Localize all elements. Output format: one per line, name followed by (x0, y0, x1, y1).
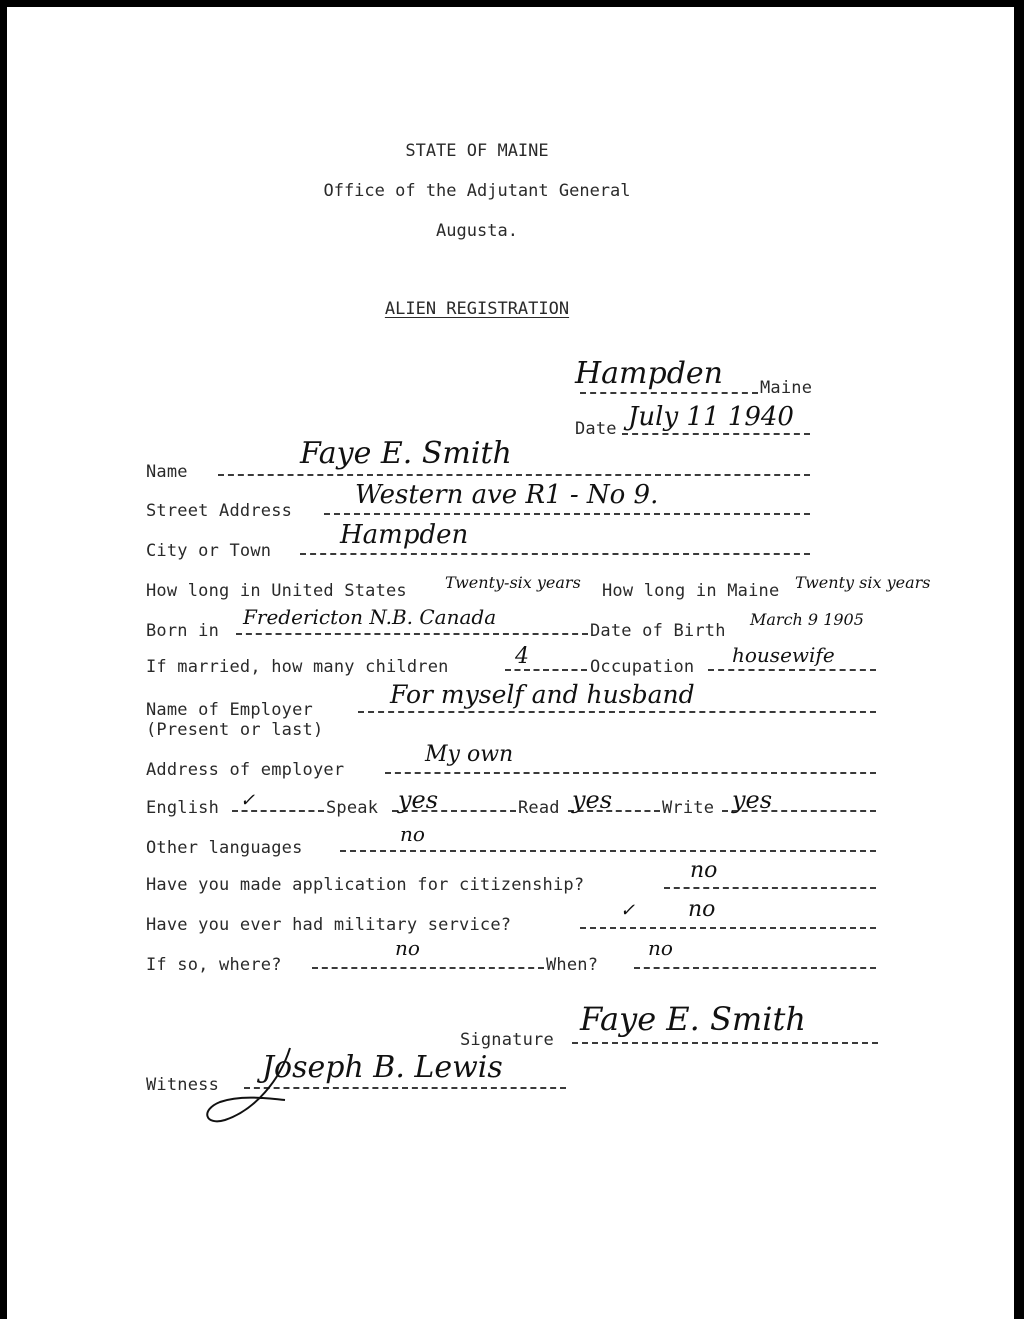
scan-border-top (0, 0, 1024, 7)
date-of-birth-label: Date of Birth (590, 621, 726, 641)
born-in-entry: Fredericton N.B. Canada (243, 605, 497, 629)
date-label: Date (575, 419, 617, 439)
present-or-last-label: (Present or last) (146, 720, 324, 740)
when-line (634, 967, 876, 969)
how-long-maine-entry: Twenty six years (795, 573, 931, 592)
citizenship-question-label: Have you made application for citizenship? (146, 875, 585, 895)
address-of-employer-label: Address of employer (146, 760, 345, 780)
born-in-label: Born in (146, 621, 220, 641)
military-line (580, 927, 876, 929)
where-line (312, 967, 544, 969)
date-entry: July 11 1940 (628, 402, 794, 432)
city-heading: Augusta. (436, 221, 518, 241)
write-label: Write (662, 798, 715, 818)
if-married-label: If married, how many children (146, 657, 449, 677)
where-entry: no (395, 936, 420, 960)
military-entry: no (688, 897, 716, 922)
other-languages-entry: no (400, 822, 425, 846)
state-heading: STATE OF MAINE (405, 141, 549, 161)
signature-line (572, 1042, 878, 1044)
name-label: Name (146, 462, 188, 482)
occupation-line (708, 669, 876, 671)
town-entry: Hampden (575, 356, 723, 391)
name-entry: Faye E. Smith (300, 436, 512, 471)
when-label: When? (546, 955, 599, 975)
military-check-mark: ✓ (620, 900, 636, 921)
name-line (218, 474, 810, 476)
town-line (580, 392, 758, 394)
how-long-maine-label: How long in Maine (602, 581, 780, 601)
how-long-us-label: How long in United States (146, 581, 407, 601)
date-line (622, 433, 810, 435)
write-entry: yes (732, 786, 773, 814)
scan-border-right (1014, 0, 1024, 1319)
speak-entry: yes (398, 786, 439, 814)
english-check-mark: ✓ (240, 790, 256, 811)
form-title: ALIEN REGISTRATION (384, 299, 570, 319)
read-entry: yes (572, 786, 613, 814)
city-or-town-label: City or Town (146, 541, 272, 561)
employer-address-entry: My own (425, 742, 514, 767)
other-languages-line (340, 850, 876, 852)
military-question-label: Have you ever had military service? (146, 915, 512, 935)
city-or-town-entry: Hampden (340, 520, 469, 550)
citizenship-entry: no (690, 858, 718, 883)
signature-label: Signature (460, 1030, 554, 1050)
employer-entry: For myself and husband (390, 680, 695, 709)
children-entry: 4 (515, 644, 529, 669)
read-label: Read (518, 798, 560, 818)
name-of-employer-label: Name of Employer (146, 700, 313, 720)
street-address-line (324, 513, 810, 515)
street-address-label: Street Address (146, 501, 293, 521)
employer-address-line (385, 772, 876, 774)
when-entry: no (648, 936, 673, 960)
born-in-line (236, 633, 588, 635)
employer-line (358, 711, 876, 713)
citizenship-line (664, 887, 876, 889)
city-or-town-line (300, 553, 810, 555)
street-address-entry: Western ave R1 - No 9. (355, 480, 659, 510)
date-of-birth-entry: March 9 1905 (750, 610, 864, 629)
how-long-us-entry: Twenty-six years (445, 573, 581, 592)
signature-entry: Faye E. Smith (580, 1000, 806, 1038)
witness-signature: Joseph B. Lewis (262, 1050, 503, 1085)
if-so-where-label: If so, where? (146, 955, 282, 975)
english-label: English (146, 798, 220, 818)
witness-signature-flourish (195, 1040, 305, 1130)
other-languages-label: Other languages (146, 838, 303, 858)
speak-label: Speak (326, 798, 379, 818)
office-heading: Office of the Adjutant General (323, 181, 631, 201)
occupation-entry: housewife (732, 643, 835, 667)
witness-label: Witness (146, 1075, 220, 1095)
children-line (505, 669, 587, 671)
occupation-label: Occupation (590, 657, 695, 677)
maine-label: Maine (760, 378, 813, 398)
